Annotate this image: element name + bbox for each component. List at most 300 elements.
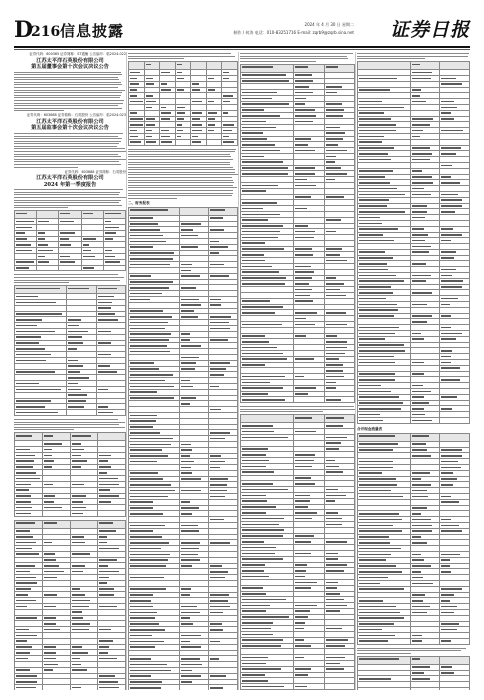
cell-text (359, 234, 383, 236)
cell-text (16, 244, 31, 246)
cell-text (295, 225, 308, 227)
cell-text (441, 396, 456, 398)
cell-text (44, 522, 58, 524)
cell-text (146, 95, 153, 97)
cell-text (130, 577, 164, 579)
table-row (129, 139, 238, 145)
cell-text (72, 484, 84, 486)
cell-text (359, 147, 394, 149)
cell-text (98, 389, 109, 391)
cell-text (130, 600, 151, 602)
cell-text (242, 150, 280, 152)
cell-text (192, 101, 201, 103)
cell-text (68, 371, 79, 373)
text-line (14, 79, 119, 80)
cell-text (130, 675, 151, 677)
text-line (14, 427, 125, 428)
contact-line: 制作 / 何涛 电话：010-83251716 E-mail: zqrb9@zqrb.sina.net (233, 30, 354, 35)
table-cell (324, 64, 354, 72)
cell-text (105, 250, 112, 252)
cell-text (295, 610, 309, 612)
cell-text (161, 136, 169, 138)
cell-text (98, 296, 115, 298)
cell-text (130, 681, 162, 683)
cell-text (326, 277, 336, 279)
table-cell (15, 510, 43, 516)
cell-text (99, 571, 118, 573)
cell-text (295, 576, 304, 578)
data-table (14, 432, 126, 516)
cell-text (242, 657, 268, 659)
cell-text (16, 267, 29, 269)
cell-text (177, 112, 185, 114)
cell-text (16, 577, 36, 579)
cell-text (192, 118, 200, 120)
cell-text (16, 536, 33, 538)
cell-text (99, 594, 114, 596)
cell-text (412, 402, 430, 404)
cell-text (99, 640, 113, 642)
cell-text (326, 663, 340, 665)
cell-text (359, 373, 395, 375)
table-grid (14, 285, 126, 416)
cell-text (16, 383, 39, 385)
cell-text (242, 610, 266, 612)
text-line (14, 205, 122, 206)
cell-text (412, 484, 432, 486)
cell-text (130, 548, 161, 550)
cell-text (98, 371, 118, 373)
cell-text (72, 501, 84, 503)
cell-text (83, 267, 94, 269)
cell-text (242, 300, 270, 302)
table-cell (175, 62, 191, 70)
cell-text (161, 83, 167, 85)
cell-text (326, 553, 338, 555)
cell-text (242, 190, 266, 192)
cell-text (181, 229, 193, 231)
body-text (357, 648, 470, 654)
table-grid (14, 432, 126, 516)
cell-text (412, 594, 425, 596)
text-line (14, 95, 121, 96)
cell-text (242, 616, 289, 618)
cell-text (359, 176, 385, 178)
text-line (240, 409, 355, 410)
cell-text (295, 605, 317, 607)
cell-text (441, 211, 455, 213)
cell-text (38, 261, 48, 263)
cell-text (326, 144, 338, 146)
cell-text (210, 484, 227, 486)
cell-text (16, 571, 30, 573)
table-row (15, 520, 126, 528)
cell-text (326, 219, 341, 221)
text-line (128, 180, 233, 181)
cell-text (210, 577, 225, 579)
table-grid (357, 656, 470, 690)
table-cell (358, 418, 411, 424)
text-line (14, 156, 121, 157)
cell-text (242, 138, 267, 140)
cell-text (72, 443, 81, 445)
cell-text (326, 295, 347, 297)
table-row (358, 688, 470, 690)
cell-text (223, 72, 229, 74)
cell-text (359, 101, 382, 103)
cell-text (177, 136, 182, 138)
cell-text (326, 179, 336, 181)
cell-text (242, 628, 271, 630)
cell-text (130, 432, 160, 434)
table-cell (294, 415, 324, 423)
cell-text (130, 612, 157, 614)
cell-text (44, 658, 56, 660)
cell-text (412, 170, 422, 172)
cell-text (208, 89, 215, 91)
cell-text (242, 167, 288, 169)
cell-text (130, 130, 137, 132)
cell-text (441, 199, 462, 201)
cell-text (326, 605, 347, 607)
cell-text (412, 89, 421, 91)
cell-text (181, 554, 197, 556)
cell-text (295, 121, 313, 123)
cell-text (326, 518, 342, 520)
table-row (241, 397, 355, 403)
cell-text (16, 588, 31, 590)
cell-text (210, 322, 229, 324)
cell-text (412, 72, 432, 74)
table-row (15, 211, 126, 219)
cell-text (181, 345, 200, 347)
cell-text (441, 478, 457, 480)
cell-text (242, 376, 285, 378)
cell-text (99, 522, 113, 524)
table-grid (357, 61, 470, 424)
cell-text (326, 335, 338, 337)
text-line (357, 653, 411, 654)
cell-text (295, 74, 311, 76)
cell-text (295, 300, 313, 302)
cell-text (412, 275, 432, 277)
cell-text (242, 335, 265, 337)
cell-text (98, 319, 119, 321)
cell-text (223, 136, 229, 138)
cell-text (441, 408, 452, 410)
cell-text (161, 72, 170, 74)
table-row (358, 433, 470, 441)
cell-text (359, 396, 399, 398)
cell-text (181, 565, 192, 567)
text-line (357, 648, 466, 649)
cell-text (412, 194, 431, 196)
cell-text (210, 658, 219, 660)
cell-text (16, 342, 39, 344)
table-row (15, 410, 126, 416)
cell-text (130, 635, 152, 637)
text-line (14, 105, 118, 106)
cell-text (242, 524, 279, 526)
cell-text (326, 260, 347, 262)
cell-text (441, 356, 451, 358)
cell-text (412, 542, 427, 544)
cell-text (16, 227, 32, 229)
table-cell (42, 685, 70, 690)
text-line (128, 58, 184, 59)
cell-text (181, 386, 193, 388)
cell-text (130, 209, 168, 211)
cell-text (359, 449, 393, 451)
cell-text (210, 687, 223, 689)
cell-text (242, 266, 272, 268)
cell-text (441, 484, 453, 486)
cell-text (326, 173, 347, 175)
cell-text (412, 449, 427, 451)
text-line (14, 197, 126, 198)
text-line (14, 141, 121, 142)
table-row (358, 638, 470, 644)
cell-text (359, 182, 390, 184)
cell-text (242, 109, 264, 111)
cell-text (130, 444, 171, 446)
cell-text (242, 529, 284, 531)
table-cell (324, 415, 354, 423)
cell-text (242, 283, 285, 285)
cell-text (326, 495, 346, 497)
cell-text (16, 629, 29, 631)
cell-text (181, 513, 192, 515)
cell-text (326, 628, 343, 630)
cell-text (412, 612, 427, 614)
cell-text (177, 118, 184, 120)
cell-text (181, 548, 199, 550)
cell-text (359, 344, 404, 346)
cell-text (130, 223, 158, 225)
cell-text (44, 629, 60, 631)
cell-text (44, 484, 53, 486)
table-cell (358, 688, 411, 690)
cell-text (441, 153, 456, 155)
cell-text (359, 443, 398, 445)
cell-text (105, 213, 121, 215)
table-cell (15, 211, 37, 219)
cell-text (44, 669, 53, 671)
cell-text (72, 435, 91, 437)
table-cell (191, 139, 207, 145)
text-line (128, 195, 232, 196)
cell-text (412, 600, 423, 602)
cell-text (146, 124, 156, 126)
cell-text (99, 629, 111, 631)
cell-text (242, 185, 278, 187)
cell-text (326, 248, 342, 250)
cell-text (326, 564, 347, 566)
cell-text (210, 461, 225, 463)
cell-text (295, 103, 304, 105)
cell-text (441, 275, 452, 277)
cell-text (223, 124, 234, 126)
cell-text (210, 217, 223, 219)
cell-text (441, 228, 453, 230)
cell-text (326, 645, 345, 647)
cell-text (44, 460, 55, 462)
cell-text (99, 559, 117, 561)
body-text (14, 133, 126, 168)
cell-text (16, 507, 32, 509)
cell-text (441, 362, 451, 364)
cell-text (177, 130, 183, 132)
text-line (14, 192, 120, 193)
cell-text (295, 167, 314, 169)
cell-text (359, 635, 395, 637)
cell-text (441, 554, 460, 556)
cell-text (99, 548, 119, 550)
table-cell (206, 62, 222, 70)
cell-text (441, 257, 454, 259)
cell-text (130, 78, 137, 80)
cell-text (16, 460, 34, 462)
cell-text (242, 382, 270, 384)
page-number: 216 (31, 24, 61, 40)
cell-text (412, 78, 431, 80)
announcement-title (14, 175, 126, 188)
cell-text (60, 256, 69, 258)
cell-text (130, 484, 171, 486)
cell-text (326, 324, 347, 326)
cell-text (161, 107, 166, 109)
cell-text (130, 217, 153, 219)
cell-text (68, 336, 82, 338)
cell-text (60, 221, 74, 223)
cell-text (295, 466, 312, 468)
cell-text (242, 353, 283, 355)
cell-text (359, 629, 382, 631)
cell-text (326, 364, 343, 366)
cell-text (130, 687, 161, 689)
cell-text (181, 478, 201, 480)
cell-text (192, 89, 200, 91)
cell-text (359, 136, 384, 138)
cell-text (130, 333, 171, 335)
cell-text (359, 292, 393, 294)
cell-text (181, 461, 194, 463)
cell-text (359, 251, 385, 253)
text-line (14, 72, 121, 73)
cell-text (99, 455, 111, 457)
cell-text (326, 86, 343, 88)
cell-text (412, 435, 429, 437)
cell-text (295, 512, 316, 514)
cell-text (295, 318, 305, 320)
text-line (14, 200, 121, 201)
cell-text (210, 299, 221, 301)
text-line (128, 164, 230, 165)
cell-text (242, 387, 283, 389)
cell-text (441, 118, 454, 120)
cell-text (326, 196, 345, 198)
cell-text (295, 109, 314, 111)
cell-text (326, 382, 336, 384)
text-line (14, 194, 119, 195)
table-cell (129, 685, 180, 690)
cell-text (242, 231, 280, 233)
cell-text (16, 360, 46, 362)
cell-text (130, 386, 174, 388)
cell-text (326, 437, 347, 439)
cell-text (68, 319, 81, 321)
cell-text (441, 251, 456, 253)
cell-text (359, 554, 391, 556)
cell-text (16, 466, 33, 468)
cell-text (210, 304, 221, 306)
cell-text (210, 368, 226, 370)
cell-text (99, 478, 118, 480)
cell-text (242, 347, 277, 349)
cell-text (99, 565, 108, 567)
cell-text (130, 328, 165, 330)
cell-text (181, 472, 192, 474)
cell-text (68, 325, 79, 327)
cell-text (242, 219, 268, 221)
cell-text (130, 362, 154, 364)
table-cell (358, 62, 411, 70)
cell-text (130, 252, 174, 254)
text-line (128, 190, 233, 191)
cell-text (242, 541, 264, 543)
column-separator (126, 52, 127, 690)
cell-text (326, 417, 345, 419)
table-grid (128, 207, 238, 690)
announcement-title (14, 58, 126, 71)
cell-text (72, 646, 83, 648)
table-cell (144, 139, 160, 145)
cell-text (181, 658, 200, 660)
text-line (14, 136, 118, 137)
cell-text (105, 221, 112, 223)
section-label: 二、财务报表 (128, 200, 150, 205)
cell-text (68, 342, 83, 344)
cell-text (210, 623, 222, 625)
cell-text (210, 478, 228, 480)
cell-text (412, 519, 431, 521)
cell-text (359, 583, 380, 585)
cell-text (99, 530, 116, 532)
cell-text (326, 167, 341, 169)
cell-text (130, 316, 172, 318)
cell-text (359, 280, 404, 282)
table-cell (410, 418, 440, 424)
cell-text (242, 242, 265, 244)
cell-text (181, 339, 190, 341)
cell-text (181, 357, 199, 359)
cell-text (210, 241, 219, 243)
cell-text (412, 678, 430, 680)
cell-text (130, 275, 151, 277)
cell-text (242, 495, 266, 497)
cell-text (295, 628, 304, 630)
cell-text (16, 232, 25, 234)
table-cell (70, 510, 98, 516)
announcement-code: 证券代码：603688 证券简称：石英股份 公告编号：临2024-023 (26, 113, 126, 118)
cell-text (441, 588, 462, 590)
cell-text (295, 277, 312, 279)
cell-text (412, 101, 427, 103)
text-line (128, 154, 230, 155)
table-cell (206, 139, 222, 145)
cell-text (441, 461, 457, 463)
newspaper-logo: 证券日报 (389, 19, 470, 41)
